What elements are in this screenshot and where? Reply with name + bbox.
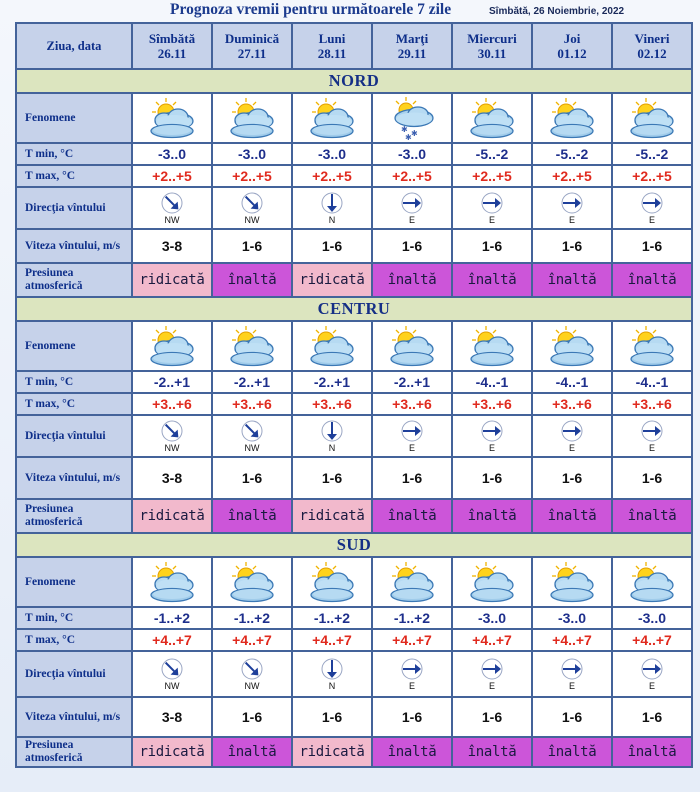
tmin-value: -3..0: [452, 607, 532, 629]
tmax-value: +4..+7: [532, 629, 612, 651]
forecast-table: [15, 22, 693, 768]
pressure-cell: [452, 499, 532, 533]
pressure-cell: [532, 263, 612, 297]
wind-speed-value: 3-8: [132, 457, 212, 499]
region-row: [16, 69, 692, 93]
pressure-cell: [532, 499, 612, 533]
wind-direction-cell: [212, 187, 292, 229]
day-date-header: Ziua, data: [16, 23, 132, 69]
wind-arrow-icon: [213, 192, 291, 214]
wind-direction-value: E: [408, 442, 415, 453]
pressure-value: înaltă: [547, 508, 597, 524]
wind-direction-value: E: [408, 214, 415, 225]
wind-direction-cell: [292, 187, 372, 229]
wind-speed-value: 1-6: [612, 229, 692, 263]
wind-speed-value: 1-6: [452, 229, 532, 263]
tmax-value: +3..+6: [532, 393, 612, 415]
wind-direction-row: [16, 651, 692, 697]
day-date: 30.11: [477, 46, 507, 61]
tmax-label: T max, °C: [16, 393, 132, 415]
tmin-value: -3..0: [292, 143, 372, 165]
wind-direction-value: E: [408, 680, 415, 691]
pressure-cell: [372, 737, 452, 767]
day-header: [532, 23, 612, 69]
wind-speed-value: 1-6: [612, 457, 692, 499]
sun-cloud-icon: [372, 557, 452, 607]
tmax-value: +2..+5: [212, 165, 292, 187]
wind-direction-cell: [132, 187, 212, 229]
pressure-value: ridicată: [139, 508, 205, 524]
tmin-value: -1..+2: [132, 607, 212, 629]
day-date: 27.11: [237, 46, 267, 61]
sun-cloud-icon: [612, 93, 692, 143]
tmin-row: [16, 143, 692, 165]
sun-cloud-icon: [452, 93, 532, 143]
day-name: Duminică: [224, 31, 280, 46]
tmin-value: -3..0: [132, 143, 212, 165]
tmax-value: +4..+7: [212, 629, 292, 651]
wind-direction-cell: [372, 415, 452, 457]
phenomena-row: [16, 321, 692, 371]
pressure-cell: [212, 499, 292, 533]
pressure-cell: [132, 263, 212, 297]
wind-direction-value: NW: [244, 442, 260, 453]
wind-speed-value: 3-8: [132, 229, 212, 263]
wind-arrow-icon: [213, 420, 291, 442]
wind-arrow-icon: [613, 420, 691, 442]
tmin-value: -2..+1: [292, 371, 372, 393]
tmin-value: -1..+2: [292, 607, 372, 629]
day-date: 26.11: [157, 46, 187, 61]
tmax-value: +2..+5: [532, 165, 612, 187]
current-date: Sîmbătă, 26 Noiembrie, 2022: [489, 6, 625, 17]
wind-direction-value: E: [488, 680, 495, 691]
wind-arrow-icon: [453, 420, 531, 442]
sun-cloud-icon: [132, 93, 212, 143]
tmax-value: +4..+7: [452, 629, 532, 651]
pressure-value: ridicată: [299, 272, 365, 288]
wind-direction-cell: [532, 415, 612, 457]
day-name: Vineri: [634, 31, 670, 46]
phenomena-label: Fenomene: [16, 93, 132, 143]
page-title: Prognoza vremii pentru următoarele 7 zile: [170, 1, 452, 18]
pressure-value: înaltă: [387, 508, 437, 524]
pressure-value: ridicată: [299, 744, 365, 760]
day-header: [292, 23, 372, 69]
wind-arrow-icon: [373, 192, 451, 214]
pressure-value: ridicată: [139, 272, 205, 288]
day-date: 28.11: [317, 46, 347, 61]
day-name: Miercuri: [467, 31, 517, 46]
wind-direction-cell: [132, 651, 212, 697]
tmin-value: -3..0: [372, 143, 452, 165]
wind-arrow-icon: [533, 420, 611, 442]
tmax-value: +2..+5: [372, 165, 452, 187]
wind-direction-value: NW: [244, 680, 260, 691]
sun-cloud-icon: [212, 557, 292, 607]
tmax-row: [16, 629, 692, 651]
wind-speed-row: [16, 457, 692, 499]
wind-direction-cell: [612, 415, 692, 457]
tmax-value: +4..+7: [132, 629, 212, 651]
wind-speed-value: 1-6: [372, 229, 452, 263]
wind-speed-value: 1-6: [372, 697, 452, 737]
pressure-row: [16, 263, 692, 297]
pressure-cell: [612, 499, 692, 533]
day-header: [452, 23, 532, 69]
tmax-value: +4..+7: [292, 629, 372, 651]
wind-speed-value: 1-6: [212, 457, 292, 499]
tmax-value: +3..+6: [612, 393, 692, 415]
sun-cloud-icon: [452, 321, 532, 371]
tmin-value: -4..-1: [612, 371, 692, 393]
wind-direction-label: Direcţia vîntului: [16, 651, 132, 697]
wind-arrow-icon: [613, 192, 691, 214]
sun-cloud-icon: [532, 321, 612, 371]
phenomena-row: [16, 557, 692, 607]
wind-direction-value: E: [488, 442, 495, 453]
tmax-value: +3..+6: [212, 393, 292, 415]
pressure-value: înaltă: [547, 744, 597, 760]
pressure-cell: [212, 263, 292, 297]
sun-cloud-icon: [212, 321, 292, 371]
pressure-cell: [452, 263, 532, 297]
region-row: [16, 533, 692, 557]
wind-direction-value: N: [328, 214, 336, 225]
wind-direction-value: N: [328, 680, 336, 691]
wind-arrow-icon: [293, 658, 371, 680]
pressure-cell: [532, 737, 612, 767]
header-row: [16, 23, 692, 69]
tmax-value: +3..+6: [132, 393, 212, 415]
wind-direction-cell: [612, 187, 692, 229]
tmax-value: +3..+6: [372, 393, 452, 415]
wind-speed-value: 1-6: [532, 229, 612, 263]
wind-direction-cell: [452, 651, 532, 697]
tmin-value: -1..+2: [212, 607, 292, 629]
wind-arrow-icon: [453, 192, 531, 214]
tmax-value: +2..+5: [132, 165, 212, 187]
wind-direction-cell: [532, 187, 612, 229]
wind-direction-value: NW: [164, 214, 180, 225]
day-name: Joi: [563, 31, 581, 46]
tmax-label: T max, °C: [16, 629, 132, 651]
pressure-label: Presiunea atmosferică: [16, 737, 132, 767]
wind-direction-cell: [452, 415, 532, 457]
day-date: 01.12: [557, 46, 587, 61]
pressure-value: înaltă: [387, 272, 437, 288]
wind-arrow-icon: [533, 192, 611, 214]
tmin-value: -5..-2: [532, 143, 612, 165]
tmax-value: +2..+5: [612, 165, 692, 187]
wind-direction-value: E: [648, 680, 655, 691]
sun-cloud-icon: [452, 557, 532, 607]
tmax-value: +3..+6: [452, 393, 532, 415]
wind-direction-value: E: [568, 442, 575, 453]
wind-speed-value: 1-6: [452, 457, 532, 499]
pressure-cell: [372, 499, 452, 533]
wind-speed-value: 1-6: [532, 697, 612, 737]
wind-direction-cell: [372, 651, 452, 697]
pressure-value: înaltă: [387, 744, 437, 760]
day-name: Sîmbătă: [148, 31, 196, 46]
tmin-value: -4..-1: [452, 371, 532, 393]
pressure-cell: [292, 499, 372, 533]
wind-direction-cell: [212, 415, 292, 457]
wind-direction-value: E: [568, 680, 575, 691]
wind-speed-row: [16, 229, 692, 263]
tmax-value: +2..+5: [452, 165, 532, 187]
pressure-cell: [372, 263, 452, 297]
pressure-label: Presiunea atmosferică: [16, 263, 132, 297]
wind-direction-cell: [532, 651, 612, 697]
wind-direction-cell: [452, 187, 532, 229]
pressure-cell: [452, 737, 532, 767]
pressure-cell: [612, 737, 692, 767]
tmin-value: -2..+1: [132, 371, 212, 393]
wind-direction-value: NW: [244, 214, 260, 225]
tmin-value: -4..-1: [532, 371, 612, 393]
wind-speed-value: 1-6: [452, 697, 532, 737]
tmax-value: +2..+5: [292, 165, 372, 187]
pressure-value: înaltă: [467, 272, 517, 288]
sun-cloud-icon: [292, 321, 372, 371]
wind-speed-row: [16, 697, 692, 737]
tmin-value: -5..-2: [452, 143, 532, 165]
sun-cloud-icon: [612, 321, 692, 371]
day-date: 29.11: [397, 46, 427, 61]
wind-direction-cell: [212, 651, 292, 697]
wind-direction-value: E: [648, 214, 655, 225]
pressure-cell: [132, 737, 212, 767]
pressure-value: înaltă: [547, 272, 597, 288]
sun-cloud-icon: [372, 321, 452, 371]
sun-cloud-icon: [532, 93, 612, 143]
pressure-value: înaltă: [227, 508, 277, 524]
tmin-row: [16, 371, 692, 393]
pressure-value: înaltă: [627, 744, 677, 760]
wind-direction-value: NW: [164, 442, 180, 453]
sun-cloud-icon: [292, 93, 372, 143]
wind-direction-cell: [132, 415, 212, 457]
pressure-value: ridicată: [139, 744, 205, 760]
wind-speed-value: 1-6: [532, 457, 612, 499]
wind-direction-label: Direcţia vîntului: [16, 187, 132, 229]
wind-arrow-icon: [133, 658, 211, 680]
wind-direction-value: E: [568, 214, 575, 225]
pressure-value: înaltă: [467, 744, 517, 760]
tmin-label: T min, °C: [16, 143, 132, 165]
phenomena-row: [16, 93, 692, 143]
svg-text:✱: ✱: [401, 125, 408, 134]
sun-cloud-icon: [292, 557, 372, 607]
tmax-row: [16, 165, 692, 187]
sun-cloud-icon: [612, 557, 692, 607]
wind-arrow-icon: [373, 658, 451, 680]
wind-speed-value: 1-6: [292, 457, 372, 499]
wind-direction-value: NW: [164, 680, 180, 691]
pressure-value: înaltă: [627, 508, 677, 524]
wind-arrow-icon: [373, 420, 451, 442]
wind-direction-value: E: [488, 214, 495, 225]
phenomena-label: Fenomene: [16, 557, 132, 607]
wind-direction-cell: [292, 415, 372, 457]
wind-arrow-icon: [133, 420, 211, 442]
tmax-label: T max, °C: [16, 165, 132, 187]
pressure-label: Presiunea atmosferică: [16, 499, 132, 533]
tmin-row: [16, 607, 692, 629]
wind-direction-row: [16, 187, 692, 229]
pressure-value: ridicată: [299, 508, 365, 524]
pressure-value: înaltă: [227, 744, 277, 760]
tmin-value: -5..-2: [612, 143, 692, 165]
region-row: [16, 297, 692, 321]
day-name: Luni: [318, 31, 346, 46]
pressure-row: [16, 737, 692, 767]
tmin-label: T min, °C: [16, 607, 132, 629]
tmax-value: +4..+7: [372, 629, 452, 651]
tmax-value: +3..+6: [292, 393, 372, 415]
wind-direction-cell: [372, 187, 452, 229]
region-name: CENTRU: [16, 297, 692, 321]
wind-direction-cell: [612, 651, 692, 697]
svg-text:✱: ✱: [411, 129, 418, 138]
pressure-row: [16, 499, 692, 533]
tmin-value: -3..0: [612, 607, 692, 629]
sun-cloud-icon: [212, 93, 292, 143]
wind-arrow-icon: [453, 658, 531, 680]
wind-direction-cell: [292, 651, 372, 697]
wind-speed-label: Viteza vîntului, m/s: [16, 697, 132, 737]
wind-speed-value: 1-6: [292, 697, 372, 737]
wind-arrow-icon: [613, 658, 691, 680]
page-header: [0, 0, 700, 22]
tmin-value: -1..+2: [372, 607, 452, 629]
day-header: [372, 23, 452, 69]
wind-arrow-icon: [213, 658, 291, 680]
snow-cloud-icon: [372, 93, 452, 143]
pressure-value: înaltă: [627, 272, 677, 288]
day-header: [212, 23, 292, 69]
wind-speed-label: Viteza vîntului, m/s: [16, 457, 132, 499]
wind-speed-value: 1-6: [612, 697, 692, 737]
wind-direction-row: [16, 415, 692, 457]
wind-arrow-icon: [533, 658, 611, 680]
pressure-cell: [132, 499, 212, 533]
tmax-row: [16, 393, 692, 415]
sun-cloud-icon: [132, 557, 212, 607]
tmin-label: T min, °C: [16, 371, 132, 393]
wind-speed-value: 1-6: [212, 229, 292, 263]
pressure-cell: [292, 737, 372, 767]
pressure-cell: [612, 263, 692, 297]
phenomena-label: Fenomene: [16, 321, 132, 371]
tmax-value: +4..+7: [612, 629, 692, 651]
wind-direction-label: Direcţia vîntului: [16, 415, 132, 457]
wind-direction-value: E: [648, 442, 655, 453]
tmin-value: -3..0: [532, 607, 612, 629]
sun-cloud-icon: [532, 557, 612, 607]
wind-speed-value: 1-6: [372, 457, 452, 499]
wind-speed-value: 1-6: [292, 229, 372, 263]
wind-arrow-icon: [293, 420, 371, 442]
pressure-cell: [292, 263, 372, 297]
tmin-value: -3..0: [212, 143, 292, 165]
pressure-value: înaltă: [467, 508, 517, 524]
day-date: 02.12: [637, 46, 667, 61]
wind-direction-value: N: [328, 442, 336, 453]
day-name: Marţi: [395, 31, 429, 46]
pressure-cell: [212, 737, 292, 767]
day-header: [132, 23, 212, 69]
day-header: [612, 23, 692, 69]
wind-arrow-icon: [293, 192, 371, 214]
tmin-value: -2..+1: [212, 371, 292, 393]
tmin-value: -2..+1: [372, 371, 452, 393]
wind-speed-value: 1-6: [212, 697, 292, 737]
sun-cloud-icon: [132, 321, 212, 371]
wind-speed-value: 3-8: [132, 697, 212, 737]
wind-arrow-icon: [133, 192, 211, 214]
pressure-value: înaltă: [227, 272, 277, 288]
region-name: NORD: [16, 69, 692, 93]
region-name: SUD: [16, 533, 692, 557]
wind-speed-label: Viteza vîntului, m/s: [16, 229, 132, 263]
svg-text:✱: ✱: [405, 133, 412, 140]
